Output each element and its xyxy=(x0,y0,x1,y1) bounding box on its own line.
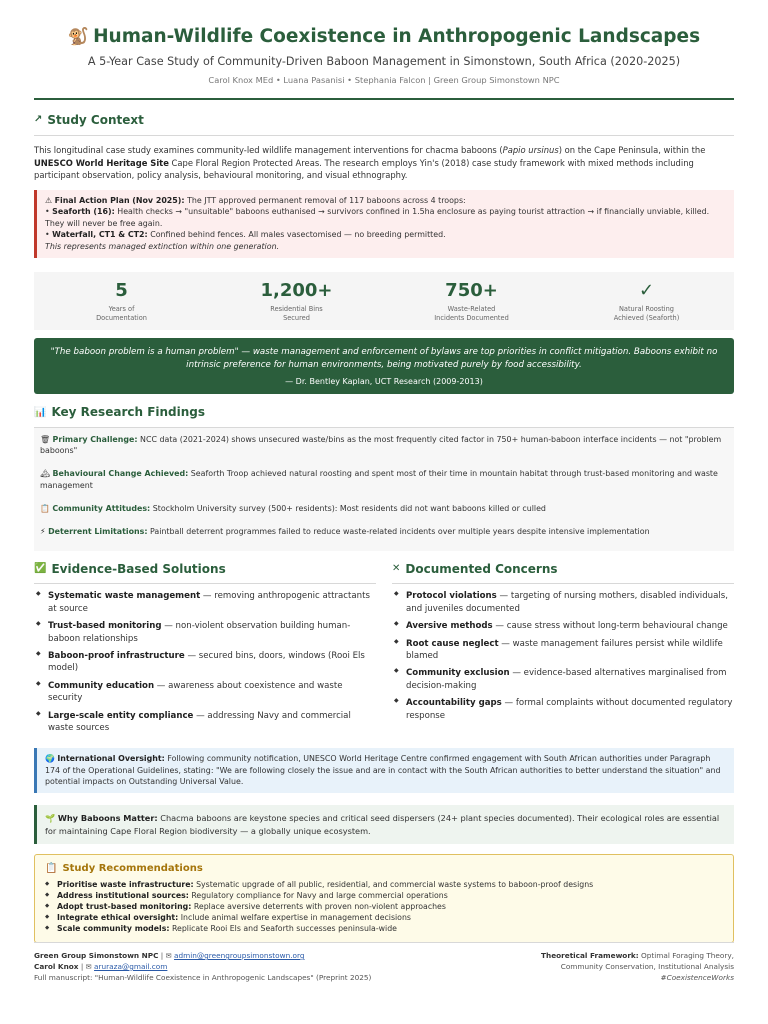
list-item: ◆ Aversive methods — cause stress without long-term behavioural change xyxy=(392,620,734,632)
list-item: ◆ Scale community models: Replicate Rooi Els and Seaforth successes peninsula-wide xyxy=(45,924,721,935)
solutions-concerns-columns xyxy=(34,561,734,740)
recommendations-heading: 📋 Study Recommendations xyxy=(45,862,721,877)
authors-line: Carol Knox MEd • Luana Pasanisi • Stephania Falcon | Green Group Simonstown NPC xyxy=(208,75,560,86)
hashtag: #CoexistenceWorks xyxy=(660,972,734,982)
stats-bar xyxy=(34,272,734,330)
page-subtitle: A 5-Year Case Study of Community-Driven Baboon Management in Simonstown, South Africa (2020-2025) xyxy=(87,55,681,69)
list-item: ◆ Root cause neglect — waste management failures persist while wildlife blamed xyxy=(392,638,734,663)
concerns-heading: ✕ Documented Concerns xyxy=(392,561,734,584)
list-item: ◆ Protocol violations — targeting of nursing mothers, disabled individuals, and juveniles documented xyxy=(392,590,734,615)
list-item: ◆ Accountability gaps — formal complaints without documented regulatory response xyxy=(392,697,734,722)
trash-icon: 🗑 xyxy=(40,434,51,444)
research-quote xyxy=(34,338,734,394)
chart-icon: 📊 xyxy=(34,406,47,418)
quote-text: "The baboon problem is a human problem" — waste management and enforcement of bylaws are top priorities in conflict mitigation. Baboons exhibit no intrinsic preference for human environments, being motivated purely by food accessibility. xyxy=(50,347,718,371)
concerns-column xyxy=(392,561,734,740)
list-item: ◆ Large-scale entity compliance — addressing Navy and commercial waste sources xyxy=(34,710,376,735)
recommendations-list xyxy=(45,880,721,935)
international-oversight-callout: 🌍 International Oversight: Following community notification, UNESCO World Heritage Centre confirmed engagement with South African authorities under Paragraph 174 of the Operational Guidelines, stating: "We are following closely the issue and are in contact with the South African authorities to better understand the situation" and potential impacts on Outstanding Universal Value. xyxy=(34,748,734,794)
finding-item: 🏔 Behavioural Change Achieved: Seaforth Troop achieved natural roosting and spent most of their time in mountain habitat through trust-based monitoring and waste management xyxy=(40,469,718,491)
page-title: 🐒 Human-Wildlife Coexistence in Anthropogenic Landscapes xyxy=(67,26,701,47)
unesco-site: UNESCO World Heritage Site xyxy=(34,157,169,168)
list-item: ◆ Trust-based monitoring — non-violent observation building human-baboon relationships xyxy=(34,620,376,645)
x-mark-icon: ✕ xyxy=(392,563,401,575)
quote-author: — Dr. Bentley Kaplan, UCT Research (2009-2013) xyxy=(285,377,483,387)
mountain-icon: 🏔 xyxy=(40,469,51,479)
alert-item: • Seaforth (16): Health checks → "unsuitable" baboons euthanised → survivors confined in 1.5ha enclosure as paying tourist attraction → if financially unviable, killed. They will never be free again. xyxy=(45,207,710,228)
manuscript-note: Full manuscript: "Human-Wildlife Coexistence in Anthropogenic Landscapes" (Preprint 2025) xyxy=(34,972,372,982)
finding-item: ⚡ Deterrent Limitations: Paintball deterrent programmes failed to reduce waste-related incidents over multiple years despite intensive implementation xyxy=(40,526,650,536)
solutions-list xyxy=(34,590,376,735)
list-item: ◆ Integrate ethical oversight: Include animal welfare expertise in management decisions xyxy=(45,913,721,924)
globe-icon: 🌍 xyxy=(45,753,55,763)
study-context-text: This longitudinal case study examines community-led wildlife management interventions for chacma baboons (Papio ursinus) on the Cape Peninsula, within the UNESCO World Heritage Site Cape Floral Region Protected Areas. The research employs Yin's (2018) case study framework with mixed methods including participant observation, policy analysis, behavioural monitoring, and visual ethnography. xyxy=(34,145,706,180)
clipboard-icon: 📋 xyxy=(45,862,58,874)
org-email-link[interactable]: admin@greengroupsimonstown.org xyxy=(174,951,305,960)
alert-item: • Waterfall, CT1 & CT2: Confined behind fences. All males vasectomised — no breeding permitted. xyxy=(45,230,446,240)
footer-framework: Theoretical Framework: Optimal Foraging Theory, Community Conservation, Institutional Analysis #CoexistenceWorks xyxy=(541,951,734,982)
list-item: ◆ Community education — awareness about coexistence and waste security xyxy=(34,680,376,705)
list-item: ◆ Community exclusion — evidence-based alternatives marginalised from decision-making xyxy=(392,667,734,692)
finding-item: 📋 Community Attitudes: Stockholm University survey (500+ residents): Most residents did not want baboons killed or culled xyxy=(40,504,546,514)
why-baboons-matter-callout: 🌱 Why Baboons Matter: Chacma baboons are keystone species and critical seed dispersers (24+ plant species documented). Their ecological roles are essential for maintaining Cape Floral Region biodiversity — a globally unique ecosystem. xyxy=(34,805,734,844)
person-email-link[interactable]: aruraza@gmail.com xyxy=(94,961,168,971)
warning-icon: ⚠ xyxy=(45,195,53,205)
list-item: ◆ Address institutional sources: Regulatory compliance for Navy and large commercial operations xyxy=(45,891,721,902)
header xyxy=(34,0,734,100)
check-icon: ✅ xyxy=(34,563,47,575)
lightning-icon: ⚡ xyxy=(40,526,46,536)
species-name: Papio ursinus xyxy=(502,145,559,156)
findings-list xyxy=(34,428,734,551)
concerns-list xyxy=(392,590,734,722)
alert-header: ⚠ Final Action Plan (Nov 2025): The JTT approved permanent removal of 117 baboons across 4 troops: xyxy=(45,195,466,205)
stat-incidents: 750+ Waste-Related Incidents Documented xyxy=(434,280,509,322)
list-item: ◆ Systematic waste management — removing anthropogenic attractants at source xyxy=(34,590,376,615)
action-plan-alert xyxy=(34,190,734,258)
stat-years: 5 Years of Documentation xyxy=(96,280,147,322)
solutions-heading: ✅ Evidence-Based Solutions xyxy=(34,561,376,584)
list-item: ◆ Baboon-proof infrastructure — secured bins, doors, windows (Rooi Els model) xyxy=(34,650,376,675)
footer-contacts: Green Group Simonstown NPC | ✉ admin@greengroupsimonstown.org Carol Knox | ✉ aruraza@gmail.com Full manuscript: "Human-Wildlife Coexistence in Anthropogenic Landscapes" (Preprint 2025) xyxy=(34,951,372,982)
finding-item: 🗑 Primary Challenge: NCC data (2021-2024) shows unsecured waste/bins as the most frequently cited factor in 750+ human-baboon interface incidents — not "problem baboons" xyxy=(40,434,722,456)
study-context-heading: ↗ Study Context xyxy=(34,112,734,136)
clipboard-icon: 📋 xyxy=(40,504,50,514)
solutions-column xyxy=(34,561,376,740)
monkey-icon: 🐒 xyxy=(67,27,90,47)
stat-bins: 1,200+ Residential Bins Secured xyxy=(260,280,333,322)
list-item: ◆ Adopt trust-based monitoring: Replace aversive deterrents with proven non-violent approaches xyxy=(45,902,721,913)
checkmark-icon: ✓ xyxy=(638,280,655,302)
alert-closing: This represents managed extinction within one generation. xyxy=(45,241,280,251)
footer xyxy=(34,942,734,984)
trend-arrow-icon: ↗ xyxy=(34,114,43,126)
key-findings-heading: 📊 Key Research Findings xyxy=(34,404,734,427)
recommendations-box xyxy=(34,854,734,943)
list-item: ◆ Prioritise waste infrastructure: Systematic upgrade of all public, residential, and commercial waste systems to baboon-proof designs xyxy=(45,880,721,891)
seedling-icon: 🌱 xyxy=(45,813,56,824)
stat-roosting: ✓ Natural Roosting Achieved (Seaforth) xyxy=(559,281,734,322)
